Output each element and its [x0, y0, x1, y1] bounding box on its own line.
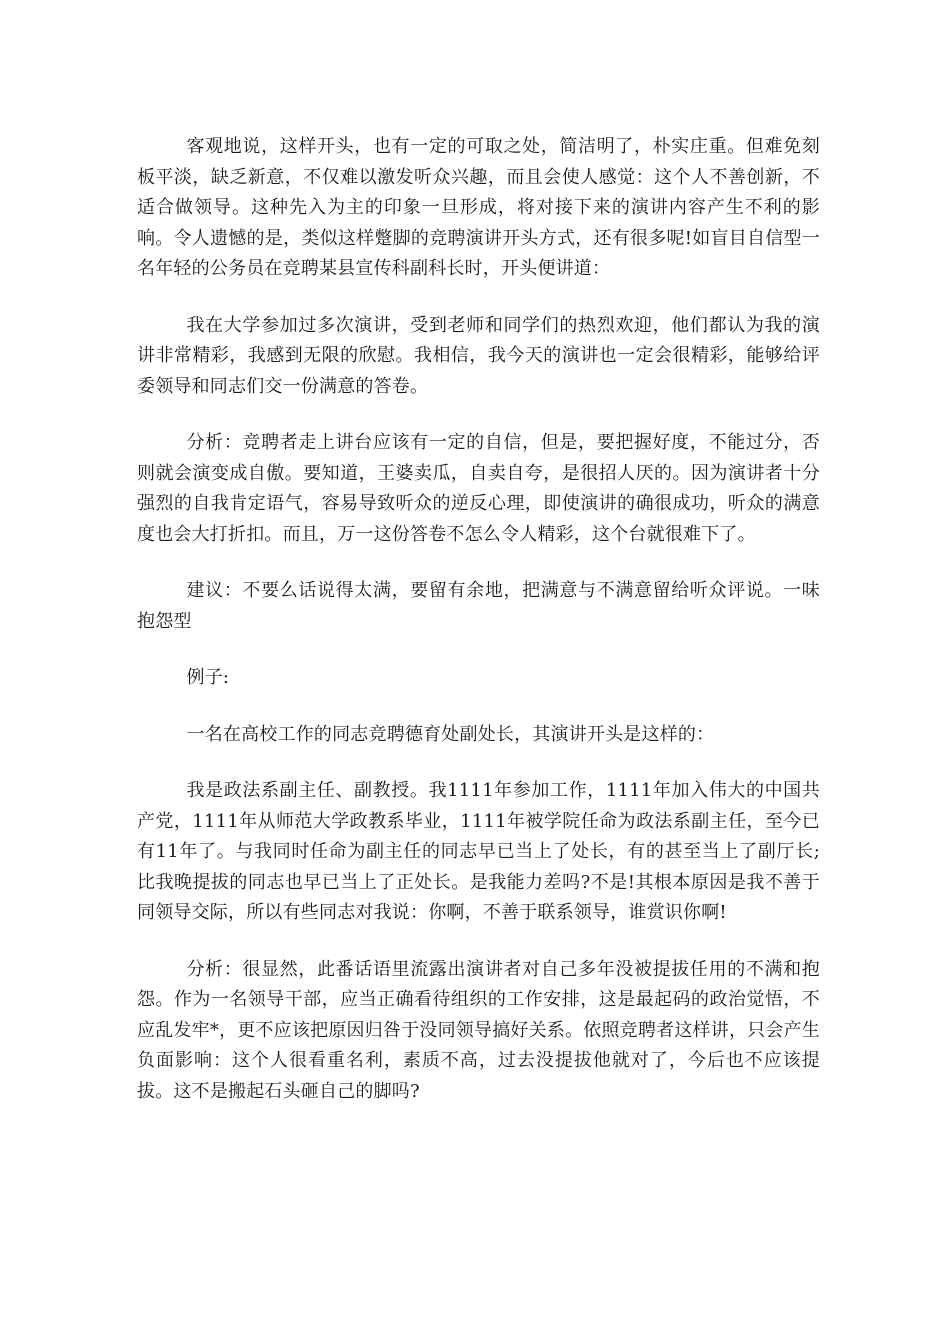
- paragraph-5: 例子:: [186, 667, 230, 688]
- paragraph-4: 建议：不要么话说得太满，要留有余地，把满意与不满意留给听众评说。一味抱怨型: [137, 580, 820, 632]
- paragraph-1: 客观地说，这样开头，也有一定的可取之处，简洁明了，朴实庄重。但难免刻板平淡，缺乏新意，不仅难以激发听众兴趣，而且会使人感觉：这个人不善创新，不适合做领导。这种先入为主的印象一旦形成，将对接下来的演讲内容产生不利的影响。令人遗憾的是，类似这样蹩脚的竞聘演讲开头方式，还有很多呢!如盲目自信型一名年轻的公务员在竞聘某县宣传科副科长时，开头便讲道：: [137, 136, 820, 279]
- paragraph-6: 一名在高校工作的同志竞聘德育处副处长，其演讲开头是这样的：: [186, 723, 715, 745]
- document-body: [137, 132, 820, 1133]
- paragraph-2: 我在大学参加过多次演讲，受到老师和同学们的热烈欢迎，他们都认为我的演讲非常精彩，我感到无限的欣慰。我相信，我今天的演讲也一定会很精彩，能够给评委领导和同志们交一份满意的答卷。: [137, 314, 820, 397]
- paragraph-3: 分析：竞聘者走上讲台应该有一定的自信，但是，要把握好度，不能过分，否则就会演变成自傲。要知道，王婆卖瓜，自卖自夸，是很招人厌的。因为演讲者十分强烈的自我肯定语气，容易导致听众的逆反心理，即使演讲的确很成功，听众的满意度也会大打折扣。而且，万一这份答卷不怎么令人精彩，这个台就很难下了。: [137, 432, 820, 545]
- paragraph-8: 分析：很显然，此番话语里流露出演讲者对自己多年没被提拔任用的不满和抱怨。作为一名领导干部，应当正确看待组织的工作安排，这是最起码的政治觉悟，不应乱发牢*，更不应该把原因归咎于没同领导搞好关系。依照竞聘者这样讲，只会产生负面影响：这个人很看重名利，素质不高，过去没提拔他就对了，今后也不应该提拔。这不是搬起石头砸自己的脚吗?: [137, 958, 820, 1102]
- paragraph-7: 我是政法系副主任、副教授。我1111年参加工作，1111年加入伟大的中国共产党，1111年从师范大学政教系毕业，1111年被学院任命为政法系副主任，至今已有11年了。与我同时任命为副主任的同志早已当上了处长，有的甚至当上了副厅长;比我晚提拔的同志也早已当上了正处长。是我能力差吗?不是!其根本原因是我不善于同领导交际，所以有些同志对我说：你啊，不善于联系领导，谁赏识你啊!: [137, 780, 820, 923]
